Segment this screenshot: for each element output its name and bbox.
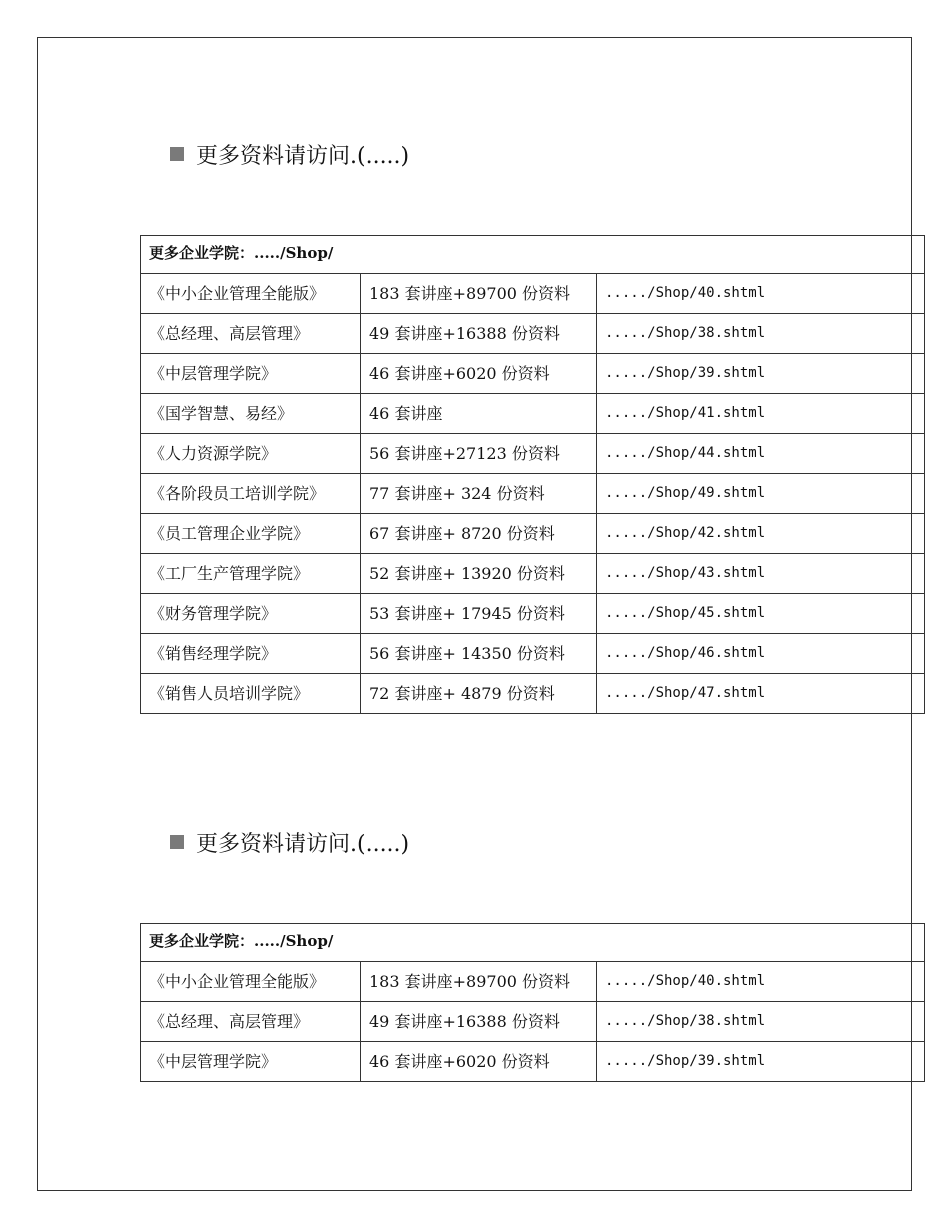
academy-name-cell: 《销售经理学院》: [141, 634, 361, 674]
academy-name-cell: 《财务管理学院》: [141, 594, 361, 634]
table-row: [141, 434, 925, 474]
table-row: [141, 474, 925, 514]
academy-content-cell: 56 套讲座+27123 份资料: [361, 434, 597, 474]
academy-link-cell[interactable]: ...../Shop/41.shtml: [597, 394, 912, 434]
academy-content-cell: 46 套讲座+6020 份资料: [361, 1042, 597, 1082]
table-edge-cell: [912, 674, 925, 714]
academy-link-cell[interactable]: ...../Shop/39.shtml: [597, 354, 912, 394]
academy-content-cell: 183 套讲座+89700 份资料: [361, 274, 597, 314]
table-row: [141, 634, 925, 674]
academy-content-cell: 183 套讲座+89700 份资料: [361, 962, 597, 1002]
table-row: [141, 274, 925, 314]
academy-link-cell[interactable]: ...../Shop/40.shtml: [597, 962, 912, 1002]
academy-content-cell: 46 套讲座: [361, 394, 597, 434]
table-edge-cell: [912, 554, 925, 594]
table-row: [141, 1042, 925, 1082]
academy-link-cell[interactable]: ...../Shop/39.shtml: [597, 1042, 912, 1082]
academy-link-cell[interactable]: ...../Shop/38.shtml: [597, 1002, 912, 1042]
table-edge-cell: [912, 274, 925, 314]
academy-name-cell: 《国学智慧、易经》: [141, 394, 361, 434]
table-row: [141, 594, 925, 634]
academy-content-cell: 72 套讲座+ 4879 份资料: [361, 674, 597, 714]
table-edge-cell: [912, 394, 925, 434]
academy-name-cell: 《总经理、高层管理》: [141, 1002, 361, 1042]
table-header-row: [141, 924, 925, 962]
academy-content-cell: 49 套讲座+16388 份资料: [361, 314, 597, 354]
table-edge-cell: [912, 1042, 925, 1082]
square-bullet-icon: [170, 147, 184, 161]
table-row: [141, 554, 925, 594]
academy-name-cell: 《中层管理学院》: [141, 1042, 361, 1082]
table-edge-cell: [912, 1002, 925, 1042]
academy-link-cell[interactable]: ...../Shop/42.shtml: [597, 514, 912, 554]
academy-links-table: [140, 235, 925, 714]
academy-link-cell[interactable]: ...../Shop/47.shtml: [597, 674, 912, 714]
academy-name-cell: 《销售人员培训学院》: [141, 674, 361, 714]
table-edge-cell: [912, 594, 925, 634]
section-heading: [170, 142, 409, 172]
academy-content-cell: 49 套讲座+16388 份资料: [361, 1002, 597, 1042]
academy-link-cell[interactable]: ...../Shop/43.shtml: [597, 554, 912, 594]
academy-content-cell: 56 套讲座+ 14350 份资料: [361, 634, 597, 674]
academy-link-cell[interactable]: ...../Shop/46.shtml: [597, 634, 912, 674]
academy-content-cell: 52 套讲座+ 13920 份资料: [361, 554, 597, 594]
academy-name-cell: 《各阶段员工培训学院》: [141, 474, 361, 514]
academy-name-cell: 《人力资源学院》: [141, 434, 361, 474]
square-bullet-icon: [170, 835, 184, 849]
heading-text: 更多资料请访问.(.....): [196, 144, 410, 169]
academy-name-cell: 《员工管理企业学院》: [141, 514, 361, 554]
academy-content-cell: 67 套讲座+ 8720 份资料: [361, 514, 597, 554]
section-heading: [170, 830, 409, 860]
table-edge-cell: [912, 474, 925, 514]
academy-name-cell: 《中小企业管理全能版》: [141, 962, 361, 1002]
table-row: [141, 962, 925, 1002]
table-row: [141, 394, 925, 434]
table-edge-cell: [912, 514, 925, 554]
academy-link-cell[interactable]: ...../Shop/40.shtml: [597, 274, 912, 314]
table-header-cell: 更多企业学院：...../Shop/: [141, 924, 912, 962]
heading-text: 更多资料请访问.(.....): [196, 832, 410, 857]
academy-link-cell[interactable]: ...../Shop/44.shtml: [597, 434, 912, 474]
academy-name-cell: 《中小企业管理全能版》: [141, 274, 361, 314]
academy-link-cell[interactable]: ...../Shop/49.shtml: [597, 474, 912, 514]
academy-name-cell: 《工厂生产管理学院》: [141, 554, 361, 594]
table-row: [141, 514, 925, 554]
table-row: [141, 354, 925, 394]
table-row: [141, 314, 925, 354]
table-header-cell: 更多企业学院：...../Shop/: [141, 236, 912, 274]
table-edge-cell: [912, 314, 925, 354]
table-edge-cell: [912, 236, 925, 274]
table-edge-cell: [912, 354, 925, 394]
academy-link-cell[interactable]: ...../Shop/45.shtml: [597, 594, 912, 634]
table-edge-cell: [912, 434, 925, 474]
academy-links-table: [140, 923, 925, 1082]
academy-name-cell: 《总经理、高层管理》: [141, 314, 361, 354]
academy-content-cell: 77 套讲座+ 324 份资料: [361, 474, 597, 514]
academy-link-cell[interactable]: ...../Shop/38.shtml: [597, 314, 912, 354]
table-edge-cell: [912, 634, 925, 674]
table-row: [141, 674, 925, 714]
table-edge-cell: [912, 924, 925, 962]
academy-name-cell: 《中层管理学院》: [141, 354, 361, 394]
table-row: [141, 1002, 925, 1042]
academy-content-cell: 46 套讲座+6020 份资料: [361, 354, 597, 394]
table-header-row: [141, 236, 925, 274]
table-edge-cell: [912, 962, 925, 1002]
academy-content-cell: 53 套讲座+ 17945 份资料: [361, 594, 597, 634]
